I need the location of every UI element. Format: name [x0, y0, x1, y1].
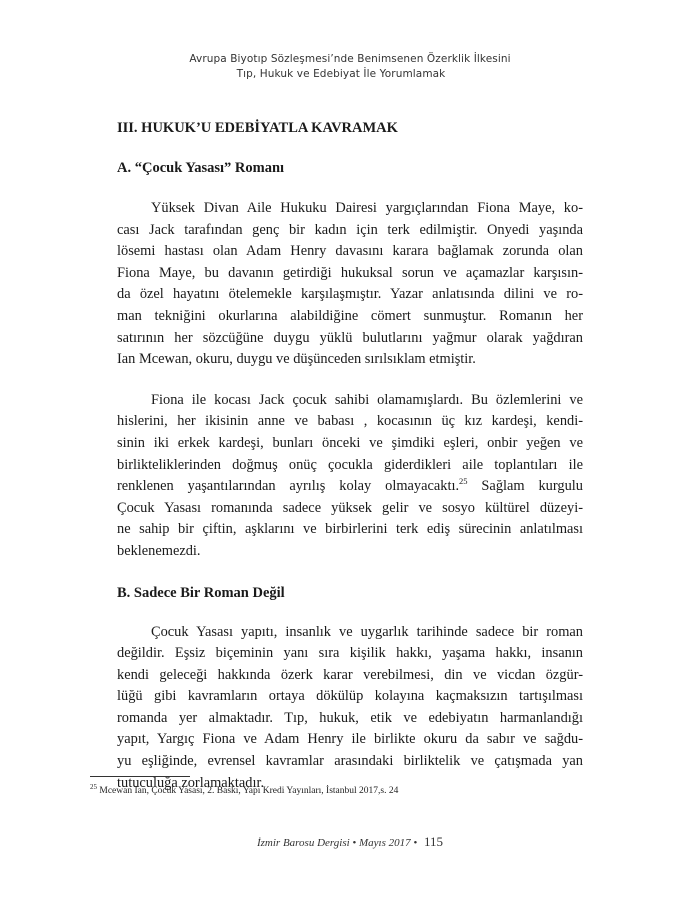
- paragraph-line: Fiona ile kocası Jack çocuk sahibi olamamışlardı. Bu özlemlerini ve: [151, 391, 583, 408]
- running-head-line-2: Tıp, Hukuk ve Edebiyat İle Yorumlamak: [236, 68, 446, 80]
- paragraph-line: romanda yer almaktadır. Tıp, hukuk, etik ve edebiyatın harmanlandığı: [117, 709, 583, 726]
- paragraph-line: ne sahip bir çiftin, aşklarını ve birbirlerini terk ediş sürecinin anlatılması: [117, 521, 583, 538]
- footnote-number: 25: [90, 782, 97, 791]
- footnote-divider: [90, 776, 190, 777]
- line-text: renklenen yaşantılarından ayrılış kolay olmayacaktı.: [117, 478, 460, 495]
- paragraph-line: satırının her sözcüğüne duygu yüklü bulutlarını yağmur olarak yağdıran: [117, 329, 583, 346]
- paragraph-line: man tekniğini okurlarına alabildiğine cömert sunmuştur. Romanın her: [117, 307, 583, 324]
- paragraph-line: sinin iki erkek kardeşi, bunları önceki ve şimdiki eşleri, onbir yeğen ve: [117, 434, 583, 451]
- subsection-b-title: B. Sadece Bir Roman Değil: [117, 584, 285, 601]
- running-head-line-1: Avrupa Biyotıp Sözleşmesi’nde Benimsenen Özerklik İlkesini: [189, 53, 511, 65]
- paragraph-line: yu eşliğinde, evrensel kavramlar arasındaki birliktelik ve çatışmada yan: [117, 753, 583, 770]
- page-number: 115: [424, 834, 444, 849]
- paragraph-line: da özel hayatını ötelemekle karşılaşmıştır. Yazar anlatısında dilini ve ro-: [117, 286, 583, 303]
- paragraph-line-with-footnote: [117, 476, 583, 498]
- footnote-reference[interactable]: 25: [459, 476, 468, 487]
- paragraph-line: Fiona Maye, bu davanın getirdiği hukuksal sorun ve açamazlar karşısın-: [117, 264, 583, 281]
- paragraph-line: cası Jack tarafından genç bir kadın için terk edilmiştir. Onyedi yaşında: [117, 221, 583, 238]
- paragraph-1: [117, 198, 583, 371]
- paragraph-2: [117, 390, 583, 563]
- paragraph-line: Çocuk Yasası romanında sadece yüksek gelir ve sosyo kültürel düzeyi-: [117, 499, 583, 516]
- paragraph-line: tutuculuğa zorlamaktadır.: [117, 774, 265, 791]
- paragraph-line: beklenemezdi.: [117, 542, 201, 559]
- paragraph-line: kendi geleceği hakkında özerk karar verebilmesi, din ve vicdan özgür-: [117, 666, 583, 683]
- paragraph-line: lösemi hastası olan Adam Henry davasını karara bağlamak zorunda olan: [117, 243, 583, 260]
- paragraph-line: yapıt, Yargıç Fiona ve Adam Henry ile birlikte okuru da sabır ve sağdu-: [117, 731, 583, 748]
- journal-name: İzmir Barosu Dergisi • Mayıs 2017 •: [256, 837, 418, 849]
- running-head: [0, 52, 700, 82]
- paragraph-line: birlikteliklerinden doğmuş onüç çocukla giderdikleri aile toplantıları ile: [117, 456, 583, 473]
- paragraph-line: Yüksek Divan Aile Hukuku Dairesi yargıçlarından Fiona Maye, ko-: [151, 200, 583, 216]
- paragraph-line: hislerini, her ikisinin anne ve babası , kocasının üç kız kardeşi, kendi-: [117, 413, 583, 430]
- paragraph-3: [117, 622, 583, 795]
- subsection-a-title: A. “Çocuk Yasası” Romanı: [117, 160, 285, 176]
- footnote-text: Mcewan Ian, Çocuk Yasası, 2. Baskı, Yapı Kredi Yayınları, İstanbul 2017,s. 24: [97, 786, 399, 796]
- section-title: III. HUKUK’U EDEBİYATLA KAVRAMAK: [117, 120, 398, 136]
- paragraph-line: lüğü gibi kavramların ortaya dökülüp kolayına kaçmaksızın tartışılması: [117, 688, 583, 705]
- main-content: [117, 118, 583, 794]
- paragraph-line: değildir. Eşsiz biçeminin yanı sıra kişilik hakkı, yaşama hakkı, insanın: [117, 645, 583, 662]
- paragraph-line: Çocuk Yasası yapıtı, insanlık ve uygarlık tarihinde sadece bir roman: [151, 623, 583, 640]
- paragraph-line: Ian Mcewan, okuru, duygu ve düşünceden sırılsıklam etmiştir.: [117, 351, 476, 368]
- page-footer: [0, 834, 700, 851]
- line-text: Sağlam kurgulu: [467, 478, 583, 495]
